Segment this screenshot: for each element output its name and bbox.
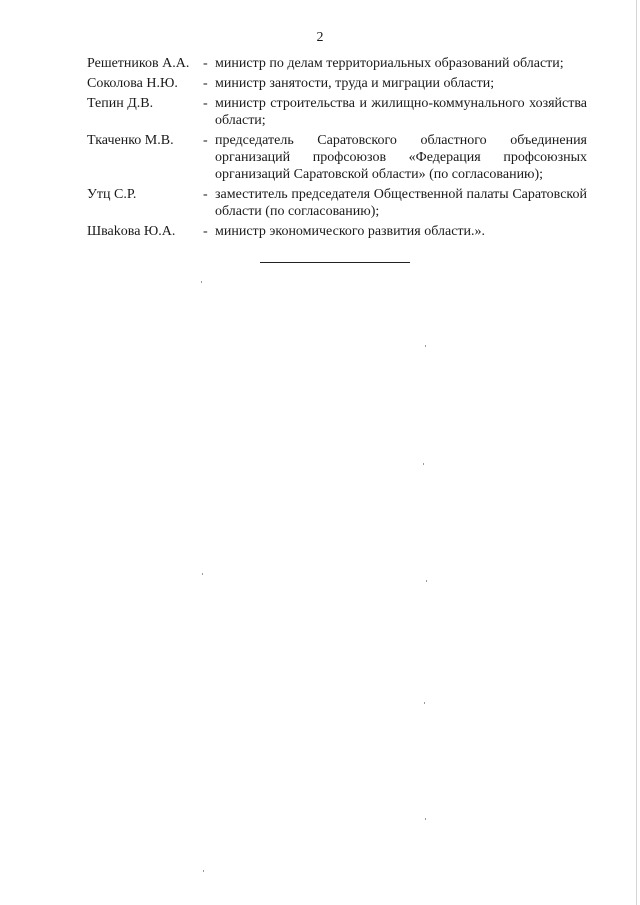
member-list	[87, 55, 587, 243]
scan-edge	[636, 0, 637, 905]
member-dash: -	[203, 76, 208, 91]
scan-speck	[201, 281, 202, 283]
list-item	[87, 55, 587, 72]
member-name: Шваkова Ю.А.	[87, 224, 176, 239]
member-dash: -	[203, 133, 208, 148]
member-role: министр экономического развития области.».	[215, 224, 486, 239]
page-number: 2	[316, 30, 324, 45]
closing-divider	[260, 262, 410, 263]
list-item	[87, 95, 587, 129]
member-role: министр занятости, труда и миграции области;	[215, 76, 495, 91]
member-name: Ткаченко М.В.	[87, 133, 174, 148]
scan-speck	[426, 580, 427, 582]
member-role: министр строительства и жилищно-коммунального хозяйства области;	[215, 96, 587, 128]
list-item	[87, 223, 587, 240]
member-role: председатель Саратовского областного объединения организаций профсоюзов «Федерация профсоюзных организаций Саратовской области» (по согласованию);	[215, 133, 587, 182]
member-dash: -	[203, 96, 208, 111]
list-item	[87, 132, 587, 183]
member-name: Решетников А.А.	[87, 56, 190, 71]
scan-speck	[424, 702, 425, 704]
scan-speck	[425, 818, 426, 820]
member-name: Соколова Н.Ю.	[87, 76, 178, 91]
list-item	[87, 75, 587, 92]
member-dash: -	[203, 224, 208, 239]
member-dash: -	[203, 56, 208, 71]
scan-speck	[202, 573, 203, 575]
member-role: министр по делам территориальных образований области;	[215, 56, 564, 71]
member-name: Тепин Д.В.	[87, 96, 154, 111]
scan-speck	[425, 345, 426, 347]
scan-speck	[203, 870, 204, 872]
list-item	[87, 186, 587, 220]
member-role: заместитель председателя Общественной палаты Саратовской области (по согласованию);	[215, 187, 587, 219]
scan-speck	[423, 463, 424, 465]
member-name: Утц С.Р.	[87, 187, 137, 202]
member-dash: -	[203, 187, 208, 202]
